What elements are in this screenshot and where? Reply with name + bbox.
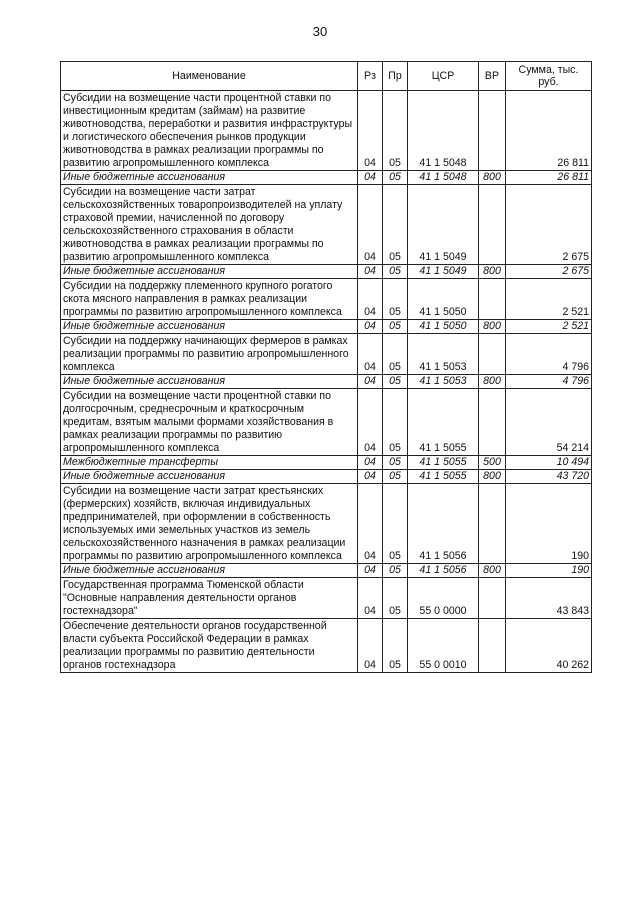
row-name: Иные бюджетные ассигнования [61, 564, 358, 578]
row-pr: 05 [383, 279, 408, 320]
row-rz: 04 [358, 564, 383, 578]
row-name: Субсидии на поддержку начинающих фермеров в рамках реализации программы по развитию агропромышленного комплекса [61, 334, 358, 375]
row-rz: 04 [358, 456, 383, 470]
row-name: Субсидии на возмещение части процентной ставки по инвестиционным кредитам (займам) на развитие животноводства, переработки и развития инфраструктуры и логистического обеспечения рынков продукции животноводства в рамках реализации программы по развитию агропромышленного комплекса [61, 91, 358, 171]
table-row [61, 375, 592, 389]
row-csr: 41 1 5048 [408, 171, 479, 185]
row-name: Иные бюджетные ассигнования [61, 320, 358, 334]
row-sum: 43 720 [506, 470, 592, 484]
row-vr: 800 [479, 470, 506, 484]
row-rz: 04 [358, 484, 383, 564]
row-sum: 40 262 [506, 619, 592, 673]
row-name: Государственная программа Тюменской области "Основные направления деятельности органов гостехнадзора" [61, 578, 358, 619]
row-pr: 05 [383, 578, 408, 619]
row-name: Иные бюджетные ассигнования [61, 265, 358, 279]
row-vr: 800 [479, 375, 506, 389]
row-sum: 2 521 [506, 279, 592, 320]
table-row [61, 484, 592, 564]
table-row [61, 578, 592, 619]
table-row [61, 265, 592, 279]
row-rz: 04 [358, 185, 383, 265]
table-row [61, 456, 592, 470]
row-name: Иные бюджетные ассигнования [61, 470, 358, 484]
row-name: Обеспечение деятельности органов государственной власти субъекта Российской Федерации в рамках реализации программы по развитию деятельности органов гостехнадзора [61, 619, 358, 673]
row-sum: 2 675 [506, 185, 592, 265]
row-vr: 800 [479, 320, 506, 334]
row-pr: 05 [383, 470, 408, 484]
row-vr [479, 484, 506, 564]
row-pr: 05 [383, 185, 408, 265]
row-csr: 41 1 5056 [408, 484, 479, 564]
row-pr: 05 [383, 91, 408, 171]
row-rz: 04 [358, 91, 383, 171]
row-vr [479, 619, 506, 673]
row-csr: 41 1 5049 [408, 265, 479, 279]
row-csr: 41 1 5050 [408, 279, 479, 320]
row-pr: 05 [383, 171, 408, 185]
header-csr: ЦСР [408, 62, 479, 91]
row-rz: 04 [358, 389, 383, 456]
row-csr: 41 1 5050 [408, 320, 479, 334]
row-name: Субсидии на возмещение части процентной ставки по долгосрочным, среднесрочным и краткосрочным кредитам, взятым малыми формами хозяйствования в рамках реализации программы по развитию агропромышленного комплекса [61, 389, 358, 456]
row-sum: 4 796 [506, 334, 592, 375]
row-pr: 05 [383, 456, 408, 470]
row-csr: 41 1 5055 [408, 470, 479, 484]
row-sum: 190 [506, 484, 592, 564]
row-sum: 26 811 [506, 91, 592, 171]
row-name: Иные бюджетные ассигнования [61, 171, 358, 185]
row-csr: 55 0 0000 [408, 578, 479, 619]
row-pr: 05 [383, 564, 408, 578]
row-vr [479, 185, 506, 265]
row-pr: 05 [383, 484, 408, 564]
row-pr: 05 [383, 389, 408, 456]
row-vr [479, 578, 506, 619]
row-rz: 04 [358, 375, 383, 389]
page-number: 30 [312, 24, 328, 39]
table-row [61, 185, 592, 265]
row-vr [479, 334, 506, 375]
row-name: Иные бюджетные ассигнования [61, 375, 358, 389]
row-csr: 41 1 5055 [408, 389, 479, 456]
row-rz: 04 [358, 265, 383, 279]
row-csr: 41 1 5053 [408, 375, 479, 389]
header-pr: Пр [383, 62, 408, 91]
header-vr: ВР [479, 62, 506, 91]
row-name: Межбюджетные трансферты [61, 456, 358, 470]
row-csr: 55 0 0010 [408, 619, 479, 673]
row-csr: 41 1 5055 [408, 456, 479, 470]
row-name: Субсидии на поддержку племенного крупного рогатого скота мясного направления в рамках реализации программы по развитию агропромышленного комплекса [61, 279, 358, 320]
row-vr [479, 389, 506, 456]
table-row [61, 334, 592, 375]
table-row [61, 279, 592, 320]
table-body [61, 91, 592, 673]
row-pr: 05 [383, 265, 408, 279]
row-csr: 41 1 5048 [408, 91, 479, 171]
row-sum: 4 796 [506, 375, 592, 389]
row-vr [479, 91, 506, 171]
row-sum: 43 843 [506, 578, 592, 619]
row-sum: 2 675 [506, 265, 592, 279]
row-pr: 05 [383, 334, 408, 375]
row-sum: 54 214 [506, 389, 592, 456]
row-rz: 04 [358, 619, 383, 673]
table-row [61, 619, 592, 673]
row-rz: 04 [358, 578, 383, 619]
row-vr [479, 279, 506, 320]
row-pr: 05 [383, 619, 408, 673]
row-vr: 500 [479, 456, 506, 470]
row-sum: 10 494 [506, 456, 592, 470]
table-row [61, 470, 592, 484]
row-csr: 41 1 5049 [408, 185, 479, 265]
table-row [61, 564, 592, 578]
table-row [61, 171, 592, 185]
row-sum: 2 521 [506, 320, 592, 334]
table-row [61, 91, 592, 171]
row-pr: 05 [383, 375, 408, 389]
row-name: Субсидии на возмещение части затрат крестьянских (фермерских) хозяйств, включая индивидуальных предпринимателей, при оформлении в собственность используемых ими земельных участков из земель сельскохозяйственного назначения в рамках реализации программы по развитию агропромышленного комплекса [61, 484, 358, 564]
table-row [61, 320, 592, 334]
header-sum: Сумма, тыс. руб. [506, 62, 592, 91]
row-sum: 190 [506, 564, 592, 578]
table-header-row [61, 62, 592, 91]
row-rz: 04 [358, 171, 383, 185]
row-rz: 04 [358, 279, 383, 320]
header-rz: Рз [358, 62, 383, 91]
row-vr: 800 [479, 265, 506, 279]
row-csr: 41 1 5056 [408, 564, 479, 578]
row-pr: 05 [383, 320, 408, 334]
row-name: Субсидии на возмещение части затрат сельскохозяйственных товаропроизводителей на уплату страховой премии, начисленной по договору сельскохозяйственного страхования в области животноводства в рамках реализации программы по развитию агропромышленного комплекса [61, 185, 358, 265]
row-sum: 26 811 [506, 171, 592, 185]
header-name: Наименование [61, 62, 358, 91]
row-csr: 41 1 5053 [408, 334, 479, 375]
budget-table [60, 61, 592, 673]
row-vr: 800 [479, 564, 506, 578]
row-vr: 800 [479, 171, 506, 185]
row-rz: 04 [358, 320, 383, 334]
table-row [61, 389, 592, 456]
row-rz: 04 [358, 334, 383, 375]
row-rz: 04 [358, 470, 383, 484]
